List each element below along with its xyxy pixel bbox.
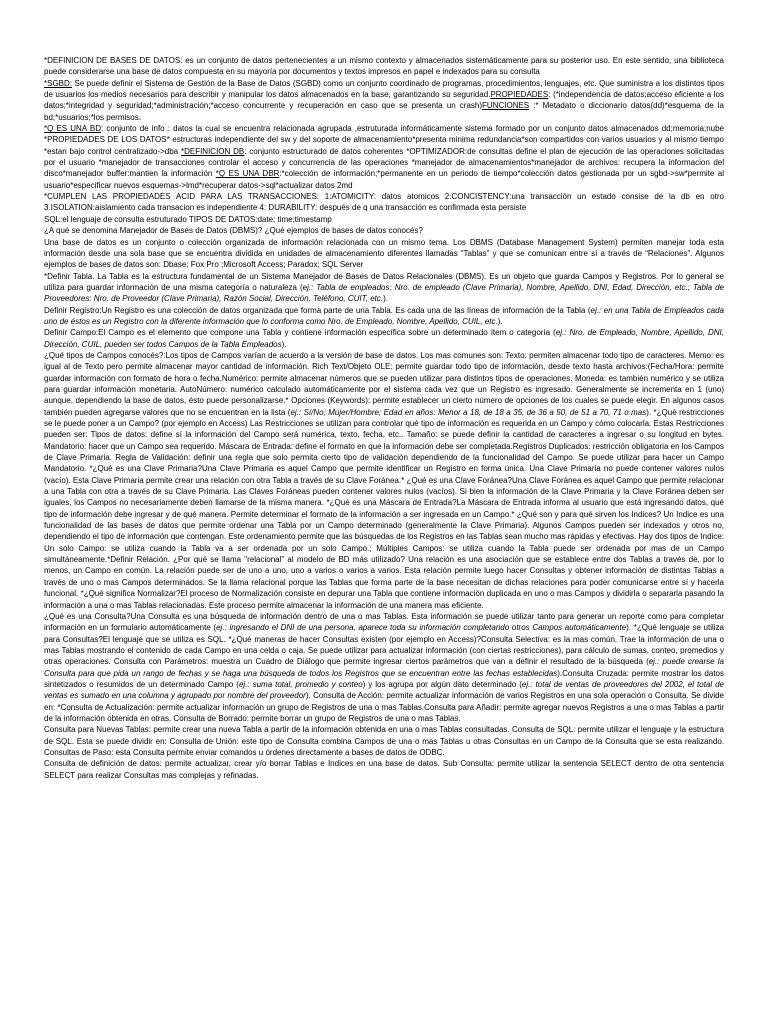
heading-term: *Q ES UNA DBR bbox=[215, 169, 280, 179]
text-run: ). *¿Qué restricciones se le puede poner a un Campo? (por ejemplo en Access) Las Restricciones se utilizan para controlar qué tipo de información es requerida en un Campo y cómo colocarla. Estas Restricciones pueden ser: Tipos de datos: define sí la información del Campo será numérica, texto, fecha, etc.. Tamaño: se puede definir la cantidad de caracteres a ingresar o su longitud en bytes. Mandatorio: hacer que un Campo sea requerido. Máscara de Entrada: define el formato en que la información debe ser completada.Registros Duplicados: restricción obligatoria en los Campos de Clave Primaria. Regla de Validación: definir una regla que solo permita cierto tipo de validación dependiendo de la funcionalidad del Campo. Se puede utilizar para hacer un Campo Mandatorio. *¿Qué es una Clave Primaria?Una Clave Primaria es aquel Campo que permite identificar un Registro en forma única. Una Clave Primaria no puede contener valores nulos (vacío). Esta Clave Primaria permite crear una relación con otra Tabla a través de su Clave Foránea.* ¿Qué es una Clave Foránea?Una Clave Foránea es aquel Campo que permite relacionar a una Tabla con otra a través de su Clave Primaria. Las Claves Foráneas pueden contener valores nulos (vacíos). Si bien la información de la Clave Primaria y la Clave Foránea deben ser iguales, los Campos no necesariamente deben llamarse de la misma manera. *¿Qué es una Máscara de Entrada?La Máscara de Entrada informa al usuario que está ingresando datos, qué tipo de información debe ingresar y de qué manera. Permite determinar el formato de la información a ser ingresada en un Campo.* ¿Qué son y para qué sirven los Indices? Un Indice es una funcionalidad de las bases de datos que permite ordenar una Tabla por un Campo determinado (generalmente la Clave Primaria). Algunos Campos pueden ser indexados y otros no, dependiendo el tipo de información que contengan. Este ordenamiento permite que las búsquedas de los Registros en las Tablas sean mucho mas rápidas y efectivas. Hay dos tipos de Indice: Un solo Campo: se utiliza cuando la Tabla va a ser ordenada por un solo Campo.; Múltiples Campos: se utiliza cuando la Tabla puede ser ordenada por mas de un Campo simultáneamente.*Definir Relación. ¿Por qué se llama "relacional" al modelo de BD más utilizado? Una relación es una asociación que se establece entre dos Tablas a través de, por lo menos, un Campo en común. La relación puede ser de uno a uno, uno a varios o varios a varios. Esta relación permite luego hacer Consultas y obtener información de distintas Tablas a través de uno o mas Campos determinados. Se la llama relacional porque las Tablas que forma parte de la base necesitan de dichas relaciones para poder comunicarse entre sí y hacerla funcional. *¿Qué significa Normalizar?El proceso de Normalización consiste en depurar una Tabla que contiene información duplicada en uno o mas Campos y dividirla o separarla pasando la información a una o mas Tablas relacionadas. Este proceso permite almacenar la información de una manera mas eficiente. bbox=[44, 407, 724, 610]
heading-term: PROPIEDADES bbox=[490, 90, 549, 100]
example-text: ej.: total de ventas de proveedores del 2002, el total de ventas es sumado en una columna y agrupado por nombre del proveedor bbox=[44, 679, 724, 701]
text-run: : (*independencia de datos;acceso eficiente a los datos;*integridad y seguridad;*administración;*acceso concurrente y recuperación en caso que se presenta un crash) bbox=[44, 90, 724, 111]
heading-term: *SGBD: bbox=[44, 78, 73, 88]
example-text: ej.: ingresando el DNI de una persona, aparece toda su información completando otros Campos automáticamente bbox=[216, 623, 627, 633]
text-run: ). *¿Qué lenguaje se utiliza para Consultas?El lenguaje que se utiliza es SQL. *¿Qué maneras de hacer Consultas existen (por ejemplo en Access)?Consulta Selectiva: es la mas común. Trae la información de una o mas Tablas mostrando el contenido de cada Campo en una celda o caja. Se puede utilizar para actualizar información (con ciertas restricciones), para cálculo de sumas, conteo, promedios y otras operaciones. Consulta con Parámetros: muestra un Cuadro de Diálogo que permite ingresar ciertos parámetros que van a definir el resultado de la búsqueda ( bbox=[44, 623, 725, 667]
text-run: :* Metadato o diccionario datos(dd)*esquema de la bd;*usuarios;*los permisos. bbox=[44, 101, 725, 122]
paragraph bbox=[44, 271, 724, 305]
text-run: Consulta de definición de datos: permite actualizar, crear y/o borrar Tablas e Indices en una base de datos. Sub Consulta: permite utilizar la sentencia SELECT dentro de otra sentencia SELECT para realizar Consultas mas complejas y refinadas. bbox=[44, 759, 724, 780]
heading-term: *DEFINICION DB bbox=[180, 146, 245, 156]
text-run: *CUMPLEN LAS PROPIEDADES ACID PARA LAS TRANSACCIONES: 1:ATOMICITY: datos atomicos 2:CONCISTENCY:una transacción un estado consise de la db en otro 3.ISOLATION:aislamiento cada transacion es independiente 4: DURABILITY: después de q una transacción es confirmada esta persiste bbox=[44, 192, 724, 213]
text-run: ).Consulta Cruzada: permite mostrar los datos sintetizados o resumidos de un determinado Campo ( bbox=[44, 668, 725, 689]
paragraph bbox=[44, 327, 724, 350]
text-run: ¿A qué se denomina Manejador de Bases de Datos (DBMS)? ¿Qué ejemplos de bases de datos conocés? bbox=[44, 226, 423, 236]
paragraph bbox=[44, 123, 724, 191]
paragraph bbox=[44, 78, 724, 123]
text-run: ¿Qué es una Consulta?Una Consulta es una búsqueda de información dentro de una o mas Tablas. Esta información se puede utilizar tanto para generar un reporte como para completar información en un formulario automáticamente ( bbox=[44, 611, 724, 633]
paragraph bbox=[44, 758, 724, 781]
text-run: ). bbox=[281, 339, 287, 349]
paragraph bbox=[44, 191, 724, 214]
text-run: : conjunto estructurado de datos coherentes *OPTIMIZADOR:de consultas define el plan de ejecución de las operaciones solicitadas por el usuario *manejador de transacciones controlar el acceso y concurrencia de las operaciones *manejador de almacenamientos*manejador de archivos: recupera la informacion del disco*manejador buffer:mantien la información bbox=[44, 146, 725, 179]
text-run: :*colección de información;*permanente en un periodo de tiempo*colección datos gestionada por un sgbd->sw*permite al usuario*especificar nuevos esquemas->lmd*recuperar datos->sql*actualizar datos 2md bbox=[44, 169, 725, 190]
document-body bbox=[44, 55, 724, 781]
paragraph bbox=[44, 237, 724, 271]
text-run: *Definir Tabla. La Tabla es la estructura fundamental de un Sistema Manejador de Bases de Datos Relacionales (DBMS). Es un objeto que guarda Campos y Registros. Por lo general se utiliza para guardar información de una misma categoría o naturaleza ( bbox=[44, 271, 724, 292]
example-text: ej.: Sí/No; Mujer/Hombre; Edad en años: Menor a 18, de 18 a 35, de 36 a 50, de 51 a 70, 71 o mas bbox=[290, 407, 647, 417]
text-run: Consulta para Nuevas Tablas: permite crear una nueva Tabla a partir de la información obtenida en una o mas Tablas consultadas. Consulta de SQL: permite utilizar el lenguaje y la estructura de SQL. Esta se puede dividir en: Consulta de Unión: este tipo de Consulta combina Campos de una o mas Tablas u otras Consultas en un Campo de la Consulta que se esta realizando. Consultas de Paso: esta Consulta permite enviar comandos u órdenes directamente a bases de datos de ODBC. bbox=[44, 725, 724, 757]
example-text: ej.: en una Tabla de Empleados cada uno de éstos es un Registro con la diferente información que lo conforma como Nro. de Empleado, Nombre, Apellido, CUIL, etc. bbox=[44, 305, 724, 326]
text-run: ). bbox=[383, 294, 388, 304]
text-run: ) y los agrupa por algún dato determinado ( bbox=[362, 679, 522, 689]
paragraph bbox=[44, 214, 724, 225]
text-run: Definir Campo:El Campo es el elemento que compone una Tabla y contiene información específica sobre un determinado ítem o categoría ( bbox=[44, 328, 556, 338]
text-run: : conjunto de info : datos la cual se encuentra relacionada agrupada ,estruturada informáticamente sistema formado por un conjunto datos almacenados dd;memoria;nube *PROPIEDADES DE LOS DATOS* estructuras independiente del sw y del soporte de almacenamiento*presenta minima redundancia*son compartidos con varios usuarios y al mismo tiempo *estan bajo control centralizado->dba bbox=[44, 124, 724, 156]
heading-term: FUNCIONES bbox=[482, 101, 530, 111]
paragraph bbox=[44, 55, 724, 78]
text-run: ). Consulta de Acción: permite actualizar información de varios Registros en una sola operación o Consulta. Se divide en: *Consulta de Actualización: permite actualizar información un grupo de Registros de una o mas Tablas.Consulta para Añadir: permite agregar nuevos Registros a una o mas Tablas a partir de la información obtenida en otras. Consulta de Borrado: permite borrar un grupo de Registros de una o mas Tablas. bbox=[44, 691, 724, 723]
paragraph bbox=[44, 611, 724, 724]
text-run: ). bbox=[497, 316, 503, 326]
text-run: SQL:el lenguaje de consulta estruturado TIPOS DE DATOS:date; time;timestamp bbox=[44, 214, 332, 224]
example-text: ej.: Nro. de Empleado, Nombre, Apellido, DNI, Dirección, CUIL, pueden ser todos Campos de la Tabla Empleados bbox=[44, 328, 724, 349]
paragraph bbox=[44, 225, 724, 236]
paragraph bbox=[44, 724, 724, 758]
example-text: ej.: suma total, promedio y conteo bbox=[238, 679, 363, 689]
example-text: ej.: Tabla de empleados: Nro. de empleado (Clave Primaria), Nombre, Apellido, DNI, Edad, Dirección, etc.; Tabla de Proveedores: Nro. de Proveedor (Clave Primaria), Razón Social, Dirección, Teléfono, CUIT, etc. bbox=[44, 282, 724, 304]
paragraph bbox=[44, 305, 724, 328]
text-run: *DEFINICION DE BASES DE DATOS: es un conjunto de datos pertenecientes a un mismo contexto y almacenados sistemáticamente para su posterior uso. En este sentido, una biblioteca puede considerarse una base de datos compuesta en su mayoría por documentos y textos impresos en papel e indexados para su consulta bbox=[44, 56, 724, 77]
paragraph bbox=[44, 350, 724, 611]
text-run: Se puede definir el Sistema de Gestión de la Base de Datos (SGBD) como un conjunto coordinado de programas, procedimientos, lenguajes, etc. Que suministra a los distintos tipos de usuarios los medios necesarios para describir y manipular los datos almacenados en la base, garantizando su seguridad. bbox=[44, 78, 724, 100]
text-run: ¿Qué tipos de Campos conocés?:Los tipos de Campos varían de acuerdo a la versión de base de datos. Los mas comunes son: Texto: permiten almacenar todo tipo de caracteres. Memo: es igual al de Texto pero permite almacenar mayor cantidad de información. Rich Text/Objeto OLE: permite guardar todo tipo de información, desde texto hasta archivos:(Fecha/Hora: permite guardar información con formato de hora o fecha.Numérico: permite almacenar números que se pueden utilizar para distintos tipos de operaciones. Moneda: es también numérico y se utiliza para guardar información monetaria. AutoNúmero: numérico calculado automáticamente por el sistema cada vez que un Registro es ingresado. Generalmente se incrementa en 1 (uno) aunque, dependiendo la base de datos, ésto puede personalizarse.* Opciones (Keywords): permite establecer un cierto número de opciones de los cuales se puede elegir. En algunos casos también pueden agregarse valores que no se encuentran en la lista ( bbox=[44, 350, 724, 417]
heading-term: *Q ES UNA BD bbox=[44, 124, 101, 134]
text-run: Una base de datos es un conjunto o colección organizada de información relacionada con un mismo tema. Los DBMS (Database Management System) permiten manejar toda esta información desde una sola base que se encuentra dividida en unidades de almacenamiento diferentes llamadas “Tablas” y que se comunican entre sí a través de “Relaciones”. Algunos ejemplos de bases de datos son: Dbase; Fox Pro ;Microsoft Access; Paradox; SQL Server bbox=[44, 237, 724, 270]
example-text: ej.: puede crearse la Consulta para que pida un rango de fechas y se haga una búsqueda de todos los Registros que se encuentran entre las fechas establecidas bbox=[44, 657, 724, 678]
text-run: Definir Registro:Un Registro es una colección de datos organizada que forma parte de una Tabla. Es cada una de las líneas de información de la Tabla ( bbox=[44, 305, 591, 315]
